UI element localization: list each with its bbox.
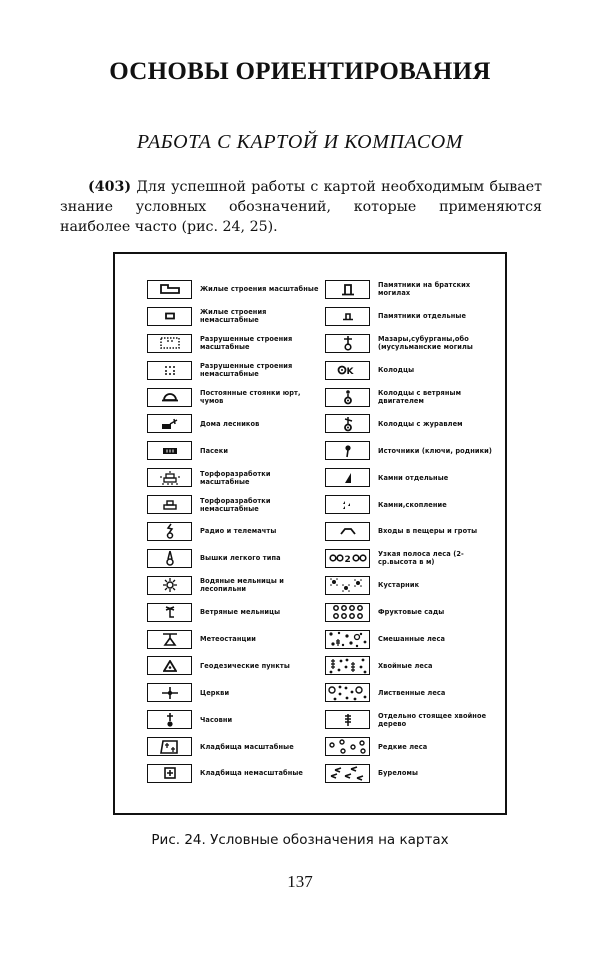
legend-item: Памятники на братских могилах: [325, 276, 498, 303]
page-number: 137: [287, 872, 313, 891]
legend-item: Разрушенные строения масштабные: [147, 330, 320, 357]
mazar-icon: [325, 334, 370, 353]
legend-item: Лиственные леса: [325, 679, 498, 706]
legend-item: Часовни: [147, 706, 320, 733]
mixed-forest-icon: [325, 630, 370, 649]
light-tower-icon: [147, 549, 192, 568]
legend-item: Редкие леса: [325, 733, 498, 760]
legend-item: Кладбища немасштабные: [147, 760, 320, 787]
paragraph-number: (403): [88, 179, 132, 195]
coniferous-forest-icon: [325, 656, 370, 675]
legend-item: Церкви: [147, 679, 320, 706]
peat-works-scaled-icon: [147, 468, 192, 487]
legend-item: Жилые строения масштабные: [147, 276, 320, 303]
legend-item: Фруктовые сады: [325, 599, 498, 626]
residential-building-scaled-icon: [147, 280, 192, 299]
legend-item: Вышки легкого типа: [147, 545, 320, 572]
boulder-cluster-icon: [325, 495, 370, 514]
legend-figure: [113, 252, 507, 815]
legend-item: Колодцы с журавлем: [325, 410, 498, 437]
ruined-building-scaled-icon: [147, 334, 192, 353]
windmill-icon: [147, 603, 192, 622]
windfall-icon: [325, 764, 370, 783]
legend-item: Пасеки: [147, 437, 320, 464]
mass-grave-monument-icon: [325, 280, 370, 299]
legend-item: Метеостанции: [147, 626, 320, 653]
narrow-forest-strip-icon: [325, 549, 370, 568]
apiary-icon: [147, 441, 192, 460]
forester-house-icon: [147, 414, 192, 433]
shrubs-icon: [325, 576, 370, 595]
legend-item: Смешанные леса: [325, 626, 498, 653]
ruined-building-unscaled-icon: [147, 361, 192, 380]
legend-item: Кустарник: [325, 572, 498, 599]
legend-item: Водяные мельницы и лесопильни: [147, 572, 320, 599]
legend-item: Колодцы с ветряным двигателем: [325, 384, 498, 411]
legend-item: Дома лесников: [147, 410, 320, 437]
cemetery-scaled-icon: [147, 737, 192, 756]
legend-item: Постоянные стоянки юрт, чумов: [147, 384, 320, 411]
legend-item: Разрушенные строения немасштабные: [147, 357, 320, 384]
paragraph-403: [60, 177, 542, 237]
legend-item: Входы в пещеры и гроты: [325, 518, 498, 545]
legend-item: Отдельно стоящее хвойное дерево: [325, 706, 498, 733]
paragraph-text: Для успешной работы с картой необходимым бывает знание условных обозначений, которые применяются наиболее часто (рис. 24, 25).: [60, 179, 542, 235]
residential-building-unscaled-icon: [147, 307, 192, 326]
legend-item: K Колодцы: [325, 357, 498, 384]
cemetery-unscaled-icon: [147, 764, 192, 783]
peat-works-unscaled-icon: [147, 495, 192, 514]
svg-text:2: 2: [344, 555, 351, 564]
chapel-icon: [147, 710, 192, 729]
legend-item: Жилые строения немасштабные: [147, 303, 320, 330]
legend-item: Мазары,субурганы,обо (мусульманские могилы: [325, 330, 498, 357]
legend-item: Буреломы: [325, 760, 498, 787]
radio-mast-icon: [147, 522, 192, 541]
section-title: РАБОТА С КАРТОЙ И КОМПАСОМ: [136, 131, 464, 153]
monument-icon: [325, 307, 370, 326]
weather-station-icon: [147, 630, 192, 649]
legend-item: Геодезические пункты: [147, 652, 320, 679]
figure-caption: Рис. 24. Условные обозначения на картах: [151, 832, 449, 848]
geodetic-point-icon: [147, 656, 192, 675]
well-wind-engine-icon: [325, 388, 370, 407]
deciduous-forest-icon: [325, 683, 370, 702]
legend-item: Источники (ключи, родники): [325, 437, 498, 464]
boulder-icon: [325, 468, 370, 487]
svg-text:K: K: [346, 367, 353, 376]
legend-item: Торфоразработки масштабные: [147, 464, 320, 491]
legend-item: Кладбища масштабные: [147, 733, 320, 760]
legend-column-right: [325, 276, 498, 787]
lone-conifer-icon: [325, 710, 370, 729]
water-mill-icon: [147, 576, 192, 595]
spring-icon: [325, 441, 370, 460]
well-sweep-icon: [325, 414, 370, 433]
legend-item: Камни отдельные: [325, 464, 498, 491]
legend-column-left: [147, 276, 320, 787]
chapter-title: ОСНОВЫ ОРИЕНТИРОВАНИЯ: [109, 58, 491, 85]
legend-item: Торфоразработки немасштабные: [147, 491, 320, 518]
sparse-forest-icon: [325, 737, 370, 756]
well-icon: [325, 361, 370, 380]
legend-item: Радио и телемачты: [147, 518, 320, 545]
yurt-camp-icon: [147, 388, 192, 407]
legend-item: Камни,скопление: [325, 491, 498, 518]
cave-entrance-icon: [325, 522, 370, 541]
legend-item: Ветряные мельницы: [147, 599, 320, 626]
legend-item: Хвойные леса: [325, 652, 498, 679]
church-icon: [147, 683, 192, 702]
legend-item: Памятники отдельные: [325, 303, 498, 330]
legend-item: 2 Узкая полоса леса (2-ср.высота в м): [325, 545, 498, 572]
orchard-icon: [325, 603, 370, 622]
